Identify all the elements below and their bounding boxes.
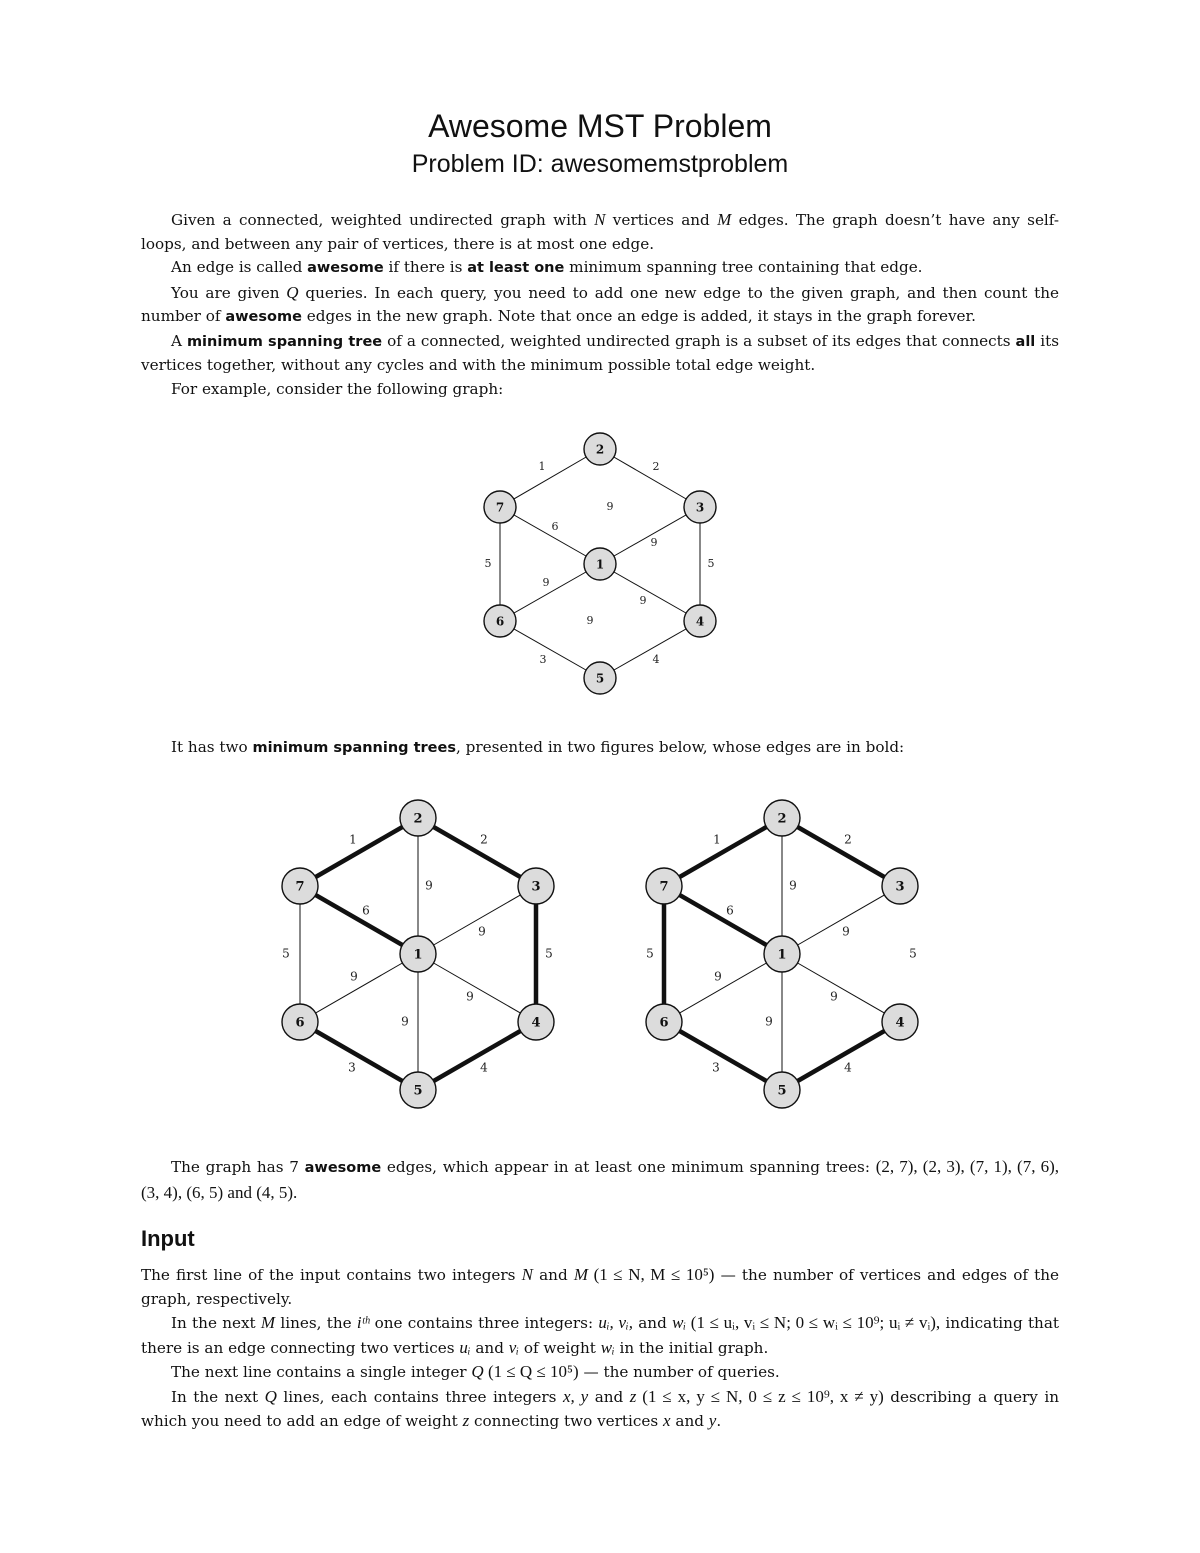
edge-2-7 bbox=[664, 818, 782, 886]
edge-weight-3-4: 5 bbox=[707, 557, 715, 570]
edge-6-1 bbox=[500, 564, 600, 621]
edge-weight-7-1: 6 bbox=[551, 520, 559, 533]
vertex-label-6: 6 bbox=[659, 1015, 669, 1031]
vertex-label-1: 1 bbox=[595, 557, 605, 572]
vertex-label-1: 1 bbox=[777, 947, 787, 963]
edge-weight-7-6: 5 bbox=[646, 946, 654, 961]
input-line-4: In the next Q lines, each contains three integers x, y and z (1 ≤ x, y ≤ N, 0 ≤ z ≤ 10⁹, x ≠ y) describing a query in which you need to add an edge of weight z connecting two vertices x and y. bbox=[141, 1386, 1059, 1430]
vertex-label-5: 5 bbox=[595, 671, 605, 686]
edge-weight-6-5: 3 bbox=[712, 1060, 720, 1075]
edge-4-1 bbox=[418, 954, 536, 1022]
awesome-sentence: The graph has 7 awesome edges, which appear in at least one minimum spanning trees: (2, 7), (2, 3), (7, 1), (7, 6), (3, 4), (6, 5) and (4, 5). bbox=[141, 1157, 1060, 1202]
edge-3-1 bbox=[782, 886, 900, 954]
edge-6-1 bbox=[664, 954, 782, 1022]
edge-weight-7-1: 6 bbox=[362, 903, 370, 918]
vertex-label-3: 3 bbox=[695, 500, 705, 515]
edge-weight-2-7: 1 bbox=[713, 832, 721, 847]
edge-7-1 bbox=[500, 507, 600, 564]
edge-7-1 bbox=[300, 886, 418, 954]
problem-id: Problem ID: awesomemstproblem bbox=[411, 150, 789, 178]
input-line-3: The next line contains a single integer Q (1 ≤ Q ≤ 10⁵) — the number of queries. bbox=[171, 1362, 780, 1381]
edge-weight-2-1: 9 bbox=[606, 500, 614, 513]
edge-weight-2-1: 9 bbox=[425, 878, 433, 893]
edge-weight-2-7: 1 bbox=[538, 460, 546, 473]
vertex-label-1: 1 bbox=[413, 947, 423, 963]
vertex-label-2: 2 bbox=[777, 811, 787, 827]
mst-right-figure bbox=[632, 790, 932, 1120]
intro-paragraph-1: Given a connected, weighted undirected graph with N vertices and M edges. The graph doesn’t have any self-loops, and between any pair of vertices, there is at most one edge. bbox=[141, 210, 1059, 253]
edge-weight-2-3: 2 bbox=[844, 832, 852, 847]
intro-paragraph-5: For example, consider the following graph: bbox=[171, 379, 504, 398]
edge-weight-6-1: 9 bbox=[714, 969, 722, 984]
vertex-label-7: 7 bbox=[495, 500, 505, 515]
edge-2-3 bbox=[600, 449, 700, 507]
edge-weight-4-5: 4 bbox=[844, 1060, 852, 1075]
vertex-label-6: 6 bbox=[495, 614, 505, 629]
input-heading: Input bbox=[141, 1226, 195, 1251]
vertex-label-3: 3 bbox=[531, 879, 541, 895]
edge-weight-1-5: 9 bbox=[401, 1014, 409, 1029]
vertex-label-7: 7 bbox=[295, 879, 305, 895]
edge-weight-3-4: 5 bbox=[909, 946, 917, 961]
example-graph-figure bbox=[470, 420, 730, 700]
problem-title: Awesome MST Problem bbox=[428, 108, 772, 144]
edge-2-3 bbox=[418, 818, 536, 886]
edge-6-5 bbox=[300, 1022, 418, 1090]
edge-weight-1-5: 9 bbox=[765, 1014, 773, 1029]
edge-4-5 bbox=[418, 1022, 536, 1090]
edge-weight-3-1: 9 bbox=[478, 924, 486, 939]
vertex-label-6: 6 bbox=[295, 1015, 305, 1031]
mst-left-figure bbox=[268, 790, 568, 1120]
edge-weight-2-1: 9 bbox=[789, 878, 797, 893]
edge-6-5 bbox=[664, 1022, 782, 1090]
edge-weight-3-1: 9 bbox=[842, 924, 850, 939]
edge-weight-6-5: 3 bbox=[348, 1060, 356, 1075]
edge-weight-6-1: 9 bbox=[350, 969, 358, 984]
edge-4-1 bbox=[782, 954, 900, 1022]
edge-weight-2-3: 2 bbox=[480, 832, 488, 847]
edge-weight-4-1: 9 bbox=[466, 989, 474, 1004]
edge-weight-3-4: 5 bbox=[545, 946, 553, 961]
edge-weight-4-5: 4 bbox=[480, 1060, 488, 1075]
intro-paragraph-2: An edge is called awesome if there is at least one minimum spanning tree containing that edge. bbox=[171, 258, 923, 276]
vertex-label-5: 5 bbox=[413, 1083, 423, 1099]
edge-7-1 bbox=[664, 886, 782, 954]
intro-paragraph-3: You are given Q queries. In each query, you need to add one new edge to the given graph, and then count the number of awesome edges in the new graph. Note that once an edge is added, it stays in the graph forever. bbox=[141, 282, 1059, 325]
edge-3-1 bbox=[418, 886, 536, 954]
edge-weight-7-1: 6 bbox=[726, 903, 734, 918]
vertex-label-3: 3 bbox=[895, 879, 905, 895]
edge-weight-4-1: 9 bbox=[830, 989, 838, 1004]
edge-weight-1-5: 9 bbox=[586, 614, 594, 627]
vertex-label-2: 2 bbox=[595, 442, 605, 457]
edge-weight-7-6: 5 bbox=[282, 946, 290, 961]
vertex-label-4: 4 bbox=[895, 1015, 905, 1031]
input-line-1: The first line of the input contains two integers N and M (1 ≤ N, M ≤ 10⁵) — the number of vertices and edges of the graph, respectively. bbox=[141, 1265, 1059, 1308]
edge-weight-6-1: 9 bbox=[542, 576, 550, 589]
vertex-label-2: 2 bbox=[413, 811, 423, 827]
edge-4-1 bbox=[600, 564, 700, 621]
edge-6-5 bbox=[500, 621, 600, 678]
edge-6-1 bbox=[300, 954, 418, 1022]
edge-4-5 bbox=[782, 1022, 900, 1090]
edge-weight-3-1: 9 bbox=[650, 536, 658, 549]
intro-paragraph-4: A minimum spanning tree of a connected, weighted undirected graph is a subset of its edges that connects all its vertices together, without any cycles and with the minimum possible total edge weight. bbox=[141, 331, 1060, 374]
edge-weight-6-5: 3 bbox=[539, 653, 547, 666]
vertex-label-4: 4 bbox=[695, 614, 705, 629]
edge-2-3 bbox=[782, 818, 900, 886]
vertex-label-7: 7 bbox=[659, 879, 669, 895]
vertex-label-4: 4 bbox=[531, 1015, 541, 1031]
statement-intro bbox=[141, 208, 1059, 401]
vertex-label-5: 5 bbox=[777, 1083, 787, 1099]
edge-weight-4-5: 4 bbox=[652, 653, 660, 666]
input-line-2: In the next M lines, the iᵗʰ one contains three integers: uᵢ, vᵢ, and wᵢ (1 ≤ uᵢ, vᵢ ≤ N; 0 ≤ wᵢ ≤ 10⁹; uᵢ ≠ vᵢ), indicating that there is an edge connecting two vertices uᵢ and vᵢ of weight wᵢ in the initial graph. bbox=[141, 1313, 1059, 1357]
mst-sentence: It has two minimum spanning trees, presented in two figures below, whose edges are in bold: bbox=[171, 738, 905, 756]
edge-weight-4-1: 9 bbox=[639, 594, 647, 607]
edge-weight-2-7: 1 bbox=[349, 832, 357, 847]
input-section bbox=[141, 1263, 1059, 1434]
edge-weight-7-6: 5 bbox=[484, 557, 492, 570]
edge-weight-2-3: 2 bbox=[652, 460, 660, 473]
edge-2-7 bbox=[300, 818, 418, 886]
edge-2-7 bbox=[500, 449, 600, 507]
edge-4-5 bbox=[600, 621, 700, 678]
